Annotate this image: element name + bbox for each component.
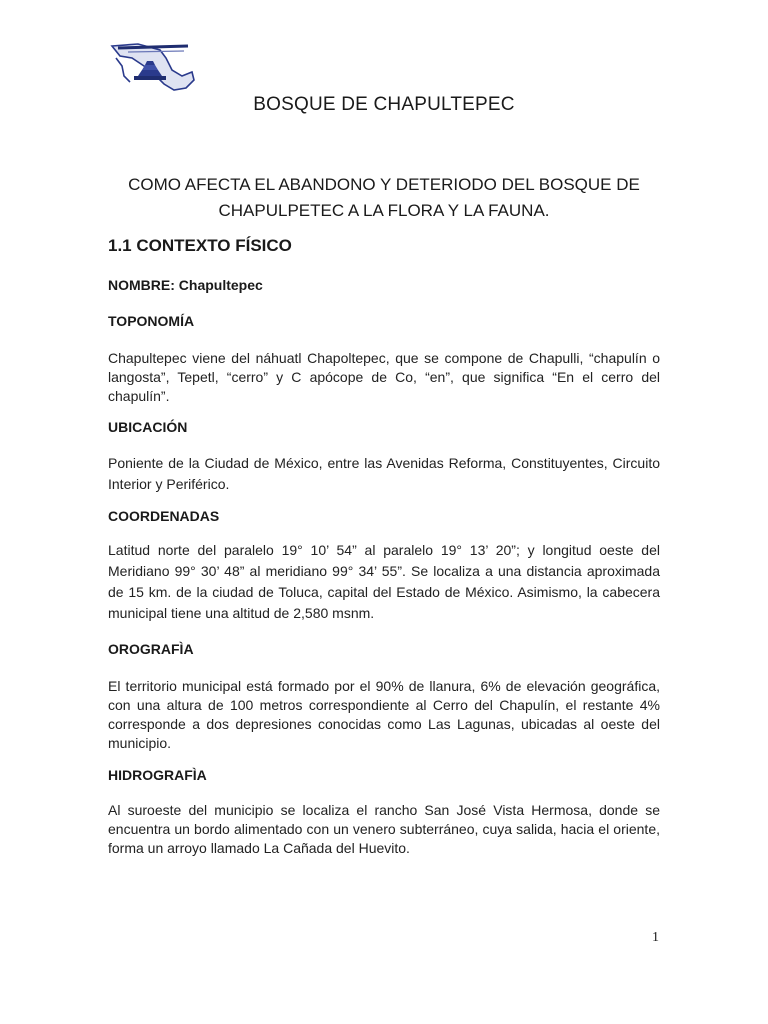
nombre-label: NOMBRE: xyxy=(108,277,175,293)
nombre-value: Chapultepec xyxy=(178,277,263,293)
nombre-field xyxy=(108,277,263,293)
hidrografia-paragraph: Al suroeste del municipio se localiza el rancho San José Vista Hermosa, donde se encuentra un bordo alimentado con un venero subterráneo, cuya salida, hacia el oriente, forma un arroyo llamado La Cañada del Huevito. xyxy=(108,802,660,856)
toponimia-paragraph: Chapultepec viene del náhuatl Chapoltepec, que se compone de Chapulli, “chapulín o langosta”, Tepetl, “cerro” y C apócope de Co, “en”, que significa “En el cerro del chapulín”. xyxy=(108,350,660,404)
subtitle-line: COMO AFECTA EL ABANDONO Y DETERIODO DEL BOSQUE DE xyxy=(128,175,640,194)
orografia-paragraph: El territorio municipal está formado por el 90% de llanura, 6% de elevación geográfica, con una altura de 100 metros correspondiente al Cerro del Chapulín, el restante 4% corresponde a dos depresiones conocidas como Las Lagunas, ubicadas al oeste del municipio. xyxy=(108,678,660,751)
document-title: BOSQUE DE CHAPULTEPEC xyxy=(253,94,515,115)
coordenadas-heading: COORDENADAS xyxy=(108,508,220,524)
orografia-heading: OROGRAFÌA xyxy=(108,641,194,657)
mexico-map-logo-icon xyxy=(108,36,196,98)
coordenadas-paragraph: Latitud norte del paralelo 19° 10’ 54” al paralelo 19° 13’ 20”; y longitud oeste del Meridiano 99° 30’ 48” al meridiano 99° 34’ 55”. Se localiza a una distancia aproximada de 15 km. de la ciudad de Toluca, capital del Estado de México. Asimismo, la cabecera municipal tiene una altitud de 2,580 msnm. xyxy=(108,542,660,621)
subtitle-line: CHAPULPETEC A LA FLORA Y LA FAUNA. xyxy=(218,201,550,220)
hidrografia-heading: HIDROGRAFÌA xyxy=(108,767,207,783)
document-subtitle xyxy=(108,172,660,224)
page-number: 1 xyxy=(652,930,659,945)
ubicacion-paragraph: Poniente de la Ciudad de México, entre las Avenidas Reforma, Constituyentes, Circuito Interior y Periférico. xyxy=(108,455,660,492)
section-heading: 1.1 CONTEXTO FÍSICO xyxy=(108,236,292,255)
toponimia-heading: TOPONOMÍA xyxy=(108,313,195,329)
ubicacion-heading: UBICACIÓN xyxy=(108,419,188,435)
